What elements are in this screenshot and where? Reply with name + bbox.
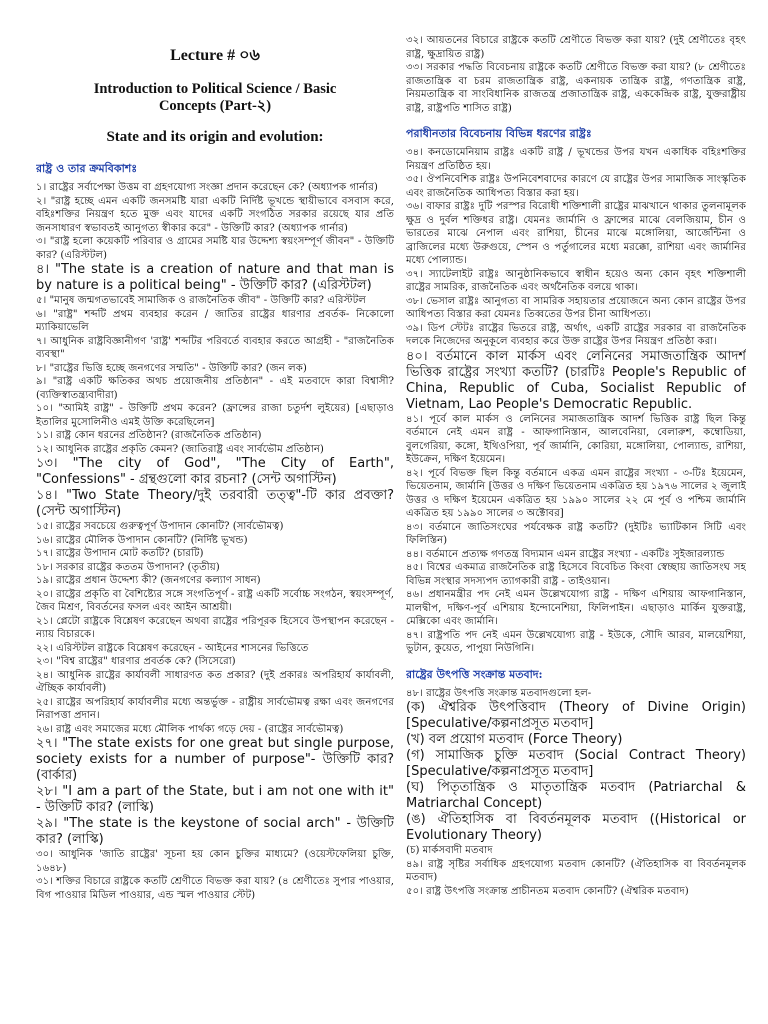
right-bottom-list — [406, 687, 746, 899]
list-item: ১৬। রাষ্ট্রের মৌলিক উপাদান কোনটি? (নির্দিষ্ট ভূখন্ড) — [36, 534, 248, 546]
section-heading-origin: রাষ্ট্রের উৎপত্তি সংক্রান্ত মতবাদ: — [406, 667, 543, 681]
list-item: (ঘ) পিতৃতান্ত্রিক ও মাতৃতান্ত্রিক মতবাদ (Patriarchal & Matriarchal Concept) — [406, 780, 746, 811]
list-item: ২৮। "I am a part of the State, but i am not one with it" - উক্তিটি কার? (লাস্কি) — [36, 784, 394, 815]
list-item: ৪২। পূর্বে বিভক্ত ছিল কিন্তু বর্তমানে একত্র এমন রাষ্ট্রের সংখ্যা - ৩-টিঃ ইয়েমেন, ভিয়েতনাম, জার্মানি [উত্তর ও দক্ষিণ ভিয়েতনাম একত্রিত হয় ১৯৭৬ সালের ২ জুলাই উত্তর ও দক্ষিণ ইয়েমেন একত্রিত হয় ১৯৯০ সালের ২২ মে পূর্ব ও পশ্চিম জার্মানি একত্রিত হয় ১৯৯০ সালের ৩ অক্টোবর] — [406, 467, 746, 519]
document-page — [20, 34, 748, 1019]
lecture-number: Lecture # ০৬ — [170, 47, 260, 64]
list-item: ৬। "রাষ্ট্র" শব্দটি প্রথম ব্যবহার করেন / জাতির রাষ্ট্রের ধারণার প্রবর্তক- নিকোলো ম্যাকিয়াভেলি — [36, 308, 394, 333]
list-item: ৭। আধুনিক রাষ্ট্রবিজ্ঞানীগণ 'রাষ্ট্র' শব্দটির পরিবর্তে ব্যবহার করতে আগ্রহী - "রাজনৈতিক ব্যবস্থা" — [36, 335, 394, 360]
list-item: ৫০। রাষ্ট্র উৎপত্তি সংক্রান্ত প্রাচীনতম মতবাদ কোনটি? (ঐশ্বরিক মতবাদ) — [406, 885, 689, 897]
list-item: ১৭। রাষ্ট্রের উপাদান মোট কতটি? (চারটি) — [36, 548, 204, 559]
list-item: ৩৮। ভেসাল রাষ্ট্রঃ আনুগত্য বা সামরিক সহায়তার প্রয়োজনে অন্য কোন রাষ্ট্রের উপর আধিপত্য বিস্তার করা যেমনঃ তিব্বতের উপর চীনা আধিপত্য। — [406, 295, 746, 320]
list-item: ১। রাষ্ট্রের সর্বাপেক্ষা উত্তম বা গ্রহণযোগ্য সংজ্ঞা প্রদান করেছেন কে? (অধ্যাপক গার্নার) — [36, 182, 378, 193]
list-item: ৩৩। সরকার পদ্ধতি বিবেচনায় রাষ্ট্রকে কতটি শ্রেণীতে বিভক্ত করা যায়? (৮ শ্রেণীতেঃ রাজতান্ত্রিক বা চরম রাজতান্ত্রিক রাষ্ট্র, একনায়ক তান্ত্রিক রাষ্ট্র, গণতান্ত্রিক রাষ্ট্র, নিয়মতান্ত্রিক বা সাংবিধানিক রাজতন্ত্র প্রজাতান্ত্রিক রাষ্ট্র, এককেন্দ্রিক রাষ্ট্র, যুক্তরাষ্ট্রীয় রাষ্ট্র, রাষ্ট্রপতি শাসিত রাষ্ট্র) — [406, 62, 746, 114]
list-item: ২২। এরিস্টটল রাষ্ট্রকে বিশ্লেষণ করেছেন - আইনের শাসনের ভিত্তিতে — [36, 642, 309, 654]
right-column — [406, 34, 746, 1019]
list-item: ৪৬। প্রধানমন্ত্রীর পদ নেই এমন উল্লেখযোগ্য রাষ্ট্র - দক্ষিণ এশিয়ায় আফগানিস্তান, মালদ্বীপ, দক্ষিণ-পূর্ব এশিয়ায় ইন্দোনেশিয়া, ফিলিপাইন। এছাড়াও মার্কিন যুক্তরাষ্ট্র, মেক্সিকো এবং জার্মানি। — [406, 589, 746, 627]
list-item: ১৮। সরকার রাষ্ট্রের কততম উপাদান? (তৃতীয়) — [36, 561, 220, 573]
list-item: ২৬। রাষ্ট্র এবং সমাজের মধ্যে মৌলিক পার্থক্য গড়ে দেয় - (রাষ্ট্রের সার্বভৌমত্ব) — [36, 723, 344, 735]
left-column — [36, 34, 394, 1019]
list-item: ১৯। রাষ্ট্রের প্রধান উদ্দেশ্য কী? (জনগণের কল্যাণ সাধন) — [36, 575, 261, 586]
list-item: ১১। রাষ্ট্র কোন ধরনের প্রতিষ্ঠান? (রাজনৈতিক প্রতিষ্ঠান) — [36, 430, 262, 441]
lecture-subtitle — [36, 81, 394, 115]
list-item: ২৩। "বিশ্ব রাষ্ট্রের" ধারণার প্রবর্তক কে? (সিসেরো) — [36, 656, 236, 667]
list-item: (গ) সামাজিক চুক্তি মতবাদ (Social Contract Theory) [Speculative/কল্পনাপ্রসূত মতবাদ] — [406, 748, 746, 779]
list-item: ১২। আধুনিক রাষ্ট্রের প্রকৃতি কেমন? (জাতিরাষ্ট্র এবং সার্বভৌম প্রতিষ্ঠান) — [36, 443, 324, 455]
list-item: ১৩। "The city of God", "The City of Earth", "Confessions" - গ্রন্থগুলো কার রচনা? (সেন্ট অগাস্টিন) — [36, 456, 394, 487]
list-item: ১০। "আমিই রাষ্ট্র" - উক্তিটি প্রথম করেন? (ফ্রান্সের রাজা চতুর্দশ লুইয়ের) [এছাড়াও ইতালির মুসোলিনীও এমই উক্তি করেছিলেন] — [36, 403, 394, 428]
list-item: ১৫। রাষ্ট্রের সবচেয়ে গুরুত্বপূর্ণ উপাদান কোনটি? (সার্বভৌমত্ব) — [36, 521, 284, 532]
list-item: ৩৬। বাফার রাষ্ট্রঃ দুটি পরস্পর বিরোধী শক্তিশালী রাষ্ট্রের মাঝখানে থাকার তুলনামূলক ক্ষুদ্র ও দুর্বল শক্তিধর রাষ্ট্র। যেমনঃ জার্মানি ও ফ্রান্সের মাঝে বেলজিয়াম, চীন ও ভারতের মাঝে নেপাল এবং রাশিয়া, চীনের মাঝে মঙ্গোলিয়া, আর্জেন্টিনা ও ব্রাজিলের মধ্যে উরুগুয়ে, স্পেন ও পর্তুগালের মধ্যে মরক্কো, রাশিয়া এবং জার্মানির মধ্যে পোল্যান্ড। — [406, 201, 746, 266]
section-title: State and its origin and evolution: — [106, 129, 324, 145]
list-item: ৪৮। রাষ্ট্রের উৎপত্তি সংক্রান্ত মতবাদগুলো হল- — [406, 687, 592, 699]
right-mid-list — [406, 146, 746, 656]
section-heading-dependency: পরাধীনতার বিবেচনায় বিভিন্ন ধরণের রাষ্ট্রঃ — [406, 127, 592, 140]
list-item: ৩। "রাষ্ট্র হলো কয়েকটি পরিবার ও গ্রামের সমষ্টি যার উদ্দেশ্য স্বয়ংসম্পূর্ণ জীবন" - উক্তিটি কার? (এরিস্টটল) — [36, 236, 394, 261]
list-item: ৩৭। স্যাটেলাইট রাষ্ট্রঃ আনুষ্ঠানিকভাবে স্বাধীন হয়েও অন্য কোন বৃহৎ শক্তিশালী রাষ্ট্রের সামরিক, রাজনৈতিক এবং অর্থনৈতিক বলয়ে থাকা। — [406, 268, 746, 293]
list-item: ৩২। আয়তনের বিচারে রাষ্ট্রকে কতটি শ্রেণীতে বিভক্ত করা যায়? (দুই শ্রেণীতেঃ বৃহৎ রাষ্ট্র, ক্ষুদ্রায়িত রাষ্ট্র) — [406, 35, 746, 60]
list-item: ৪১। পূর্বে কাল মার্কস ও লেনিনের সমাজতান্ত্রিক আদর্শ ভিত্তিক রাষ্ট্র ছিল কিন্তু বর্তমানে নেই এমন রাষ্ট্র - আফগানিস্তান, আলবেনিয়া, বেলারুশ, কম্বোডিয়া, বুলগেরিয়া, কঙ্গো, ইথিওপিয়া, পূর্ব জার্মানি, কোরিয়া, মঙ্গোলিয়া, পোল্যান্ড, রাশিয়া, ইউক্রেন, দক্ষিণ ইয়েমেন। — [406, 413, 746, 465]
list-item: ৪। "The state is a creation of nature and that man is by nature is a political being" - উক্তিটি কার? (এরিস্টটল) — [36, 262, 394, 293]
list-item: ৩০। আধুনিক 'জাতি রাষ্ট্রের' সূচনা হয় কোন চুক্তির মাধ্যমে? (ওয়েস্টফেলিয়া চুক্তি, ১৬৪৮) — [36, 849, 394, 874]
list-item: ২১। প্লেটো রাষ্ট্রকে বিশ্লেষণ করেছেন অথবা রাষ্ট্রের পরিপূরক হিসেবে উপস্থাপন করেছেন - ন্যায় বিচারকে। — [36, 615, 394, 640]
list-item: ৪৩। বর্তমানে জাতিসংঘের পর্যবেক্ষক রাষ্ট্র কতটি? (দুইটিঃ ভ্যাটিকান সিটি এবং ফিলিস্তিন) — [406, 521, 746, 546]
list-item: ৩৫। ঔপনিবেশিক রাষ্ট্রঃ উপনিবেশবাদের কারণে যে রাষ্ট্রের উপর সামাজিক সাংস্কৃতিক এবং রাজনৈতিক আধিপত্য বিস্তার করা হয়। — [406, 174, 746, 199]
list-item: ৩১। শক্তির বিচারে রাষ্ট্রকে কতটি শ্রেণীতে বিভক্ত করা যায়? (৪ শ্রেণীতেঃ সুপার পাওয়ার, বিগ পাওয়ার মিডিল পাওয়ার, এন্ড স্মল পাওয়ার স্টেট) — [36, 876, 394, 901]
list-item: ২০। রাষ্ট্রের প্রকৃতি বা বৈশিষ্ট্যের সঙ্গে সংগতিপূর্ণ - রাষ্ট্র একটি সর্বোচ্চ সংগঠন, স্বয়ংসম্পূর্ণ, জৈব মিশ্রণ, বিবর্তনের ফসল এবং আইন আশ্রয়ী। — [36, 588, 394, 613]
list-item: ৪৭। রাষ্ট্রপতি পদ নেই এমন উল্লেখযোগ্য রাষ্ট্র - ইউকে, সৌদি আরব, মালয়েশিয়া, ভুটান, কুয়েত, পাপুয়া নিউগিনি। — [406, 629, 746, 654]
list-item: ২৫। রাষ্ট্রের অপরিহার্য কার্যাবলীর মধ্যে অন্তর্ভুক্ত - রাষ্ট্রীয় সার্বভৌমত্ব রক্ষা এবং জনগণের নিরাপত্তা প্রদান। — [36, 696, 394, 721]
subtitle-line-1: Introduction to Political Science / Basic — [93, 81, 337, 97]
list-item: ৪৫। বিশ্বের একমাত্র রাজনৈতিক রাষ্ট্র হিসেবে বিবেচিত কিংবা স্বেচ্ছায় জাতিসংঘ সহ বিভিন্ন সংস্থার সদস্যপদ ত্যাগকারী রাষ্ট্র - তাইওয়ান। — [406, 562, 746, 587]
list-item: (চ) মার্কসবাদী মতবাদ — [406, 845, 493, 856]
list-item: (ঙ) ঐতিহাসিক বা বিবর্তনমূলক মতবাদ ((Historical or Evolutionary Theory) — [406, 812, 746, 843]
section-heading-evolution: রাষ্ট্র ও তার ক্রমবিকাশঃ — [36, 162, 138, 175]
list-item: ২৪। আধুনিক রাষ্ট্রের কার্যাবলী সাধারণত কত প্রকার? (দুই প্রকারঃ অপরিহার্য কার্যাবলী, ঐচ্ছিক কার্যাবলী) — [36, 669, 394, 694]
list-item: ২৯। "The state is the keystone of social arch" - উক্তিটি কার? (লাস্কি) — [36, 816, 394, 847]
list-item: ৪০। বর্তমানে কাল মার্কস এবং লেনিনের সমাজতান্ত্রিক আদর্শ ভিত্তিক রাষ্ট্রের সংখ্যা কতটি? (চারটিঃ People's Republic of China, Republic of Cuba, Socialist Republic of Vietnam, Lao People's Democratic Republic. — [406, 348, 746, 412]
list-item: (খ) বল প্রয়োগ মতবাদ (Force Theory) — [406, 732, 623, 747]
list-item: ৫। "মানুষ জন্মগতভাবেই সামাজিক ও রাজনৈতিক জীব" - উক্তিটি কার? এরিস্টটল — [36, 295, 366, 306]
right-top-list — [406, 34, 746, 115]
list-item: (ক) ঐশ্বরিক উৎপত্তিবাদ (Theory of Divine Origin) [Speculative/কল্পনাপ্রসূত মতবাদ] — [406, 700, 746, 731]
list-item: ১৪। "Two State Theory/দুই তরবারী তত্ত্ব"-টি কার প্রবক্তা? (সেন্ট অগাস্টিন) — [36, 488, 394, 519]
list-item: ৩৯। ডিপ স্টেটঃ রাষ্ট্রের ভিতরে রাষ্ট্র, অর্থাৎ, একটি রাষ্ট্রের সরকার বা রাজনৈতিক দলকে নিজেদের অনুকূলে ব্যবহার করে উক্ত রাষ্ট্রের উপর নিয়ন্ত্রণ প্রতিষ্ঠা করা। — [406, 322, 746, 347]
list-item: ৪৪। বর্তমানে প্রত্যক্ষ গণতন্ত্র বিদ্যমান এমন রাষ্ট্রের সংখ্যা - একটিঃ সুইজারল্যান্ড — [406, 548, 725, 560]
list-item: ২৭। "The state exists for one great but single purpose, society exists for a number of purpose"- উক্তিটি কার? (বার্কার) — [36, 736, 394, 783]
list-item: ৩৪। কনডোমেনিয়াম রাষ্ট্রঃ একটি রাষ্ট্র / ভূখন্ডের উপর যখন একাধিক বহিঃশক্তির নিয়ন্ত্রণ প্রতিষ্ঠিত হয়। — [406, 147, 746, 172]
left-item-list — [36, 181, 394, 902]
list-item: ৮। "রাষ্ট্রের ভিত্তি হচ্ছে জনগণের সম্মতি" - উক্তিটি কার? (জন লক) — [36, 362, 307, 374]
list-item: ৪৯। রাষ্ট্র সৃষ্টির সর্বাধিক গ্রহণযোগ্য মতবাদ কোনটি? (ঐতিহাসিক বা বিবর্তনমূলক মতবাদ) — [406, 858, 746, 883]
subtitle-line-2: Concepts (Part-২) — [158, 98, 272, 114]
list-item: ৯। "রাষ্ট্র একটি ক্ষতিকর অথচ প্রয়োজনীয় প্রতিষ্ঠান" - এই মতবাদে কারা বিশ্বাসী? (ব্যক্তিস্বাতন্ত্র্যবাদীরা) — [36, 376, 394, 401]
list-item: ২। "রাষ্ট্র হচ্ছে এমন একটি জনসমষ্টি যারা একটি নির্দিষ্ট ভূখন্ডে স্থায়ীভাবে বসবাস করে, বহিঃশক্তির নিয়ন্ত্রণ হতে মুক্ত এবং যাদের একটি সংগঠিত সরকার রয়েছে যার প্রতি জনসাধারণ স্বভাবতই আনুগত্য স্বীকার করে" - উক্তিটি কার? (অধ্যাপক গার্নার) — [36, 195, 394, 234]
